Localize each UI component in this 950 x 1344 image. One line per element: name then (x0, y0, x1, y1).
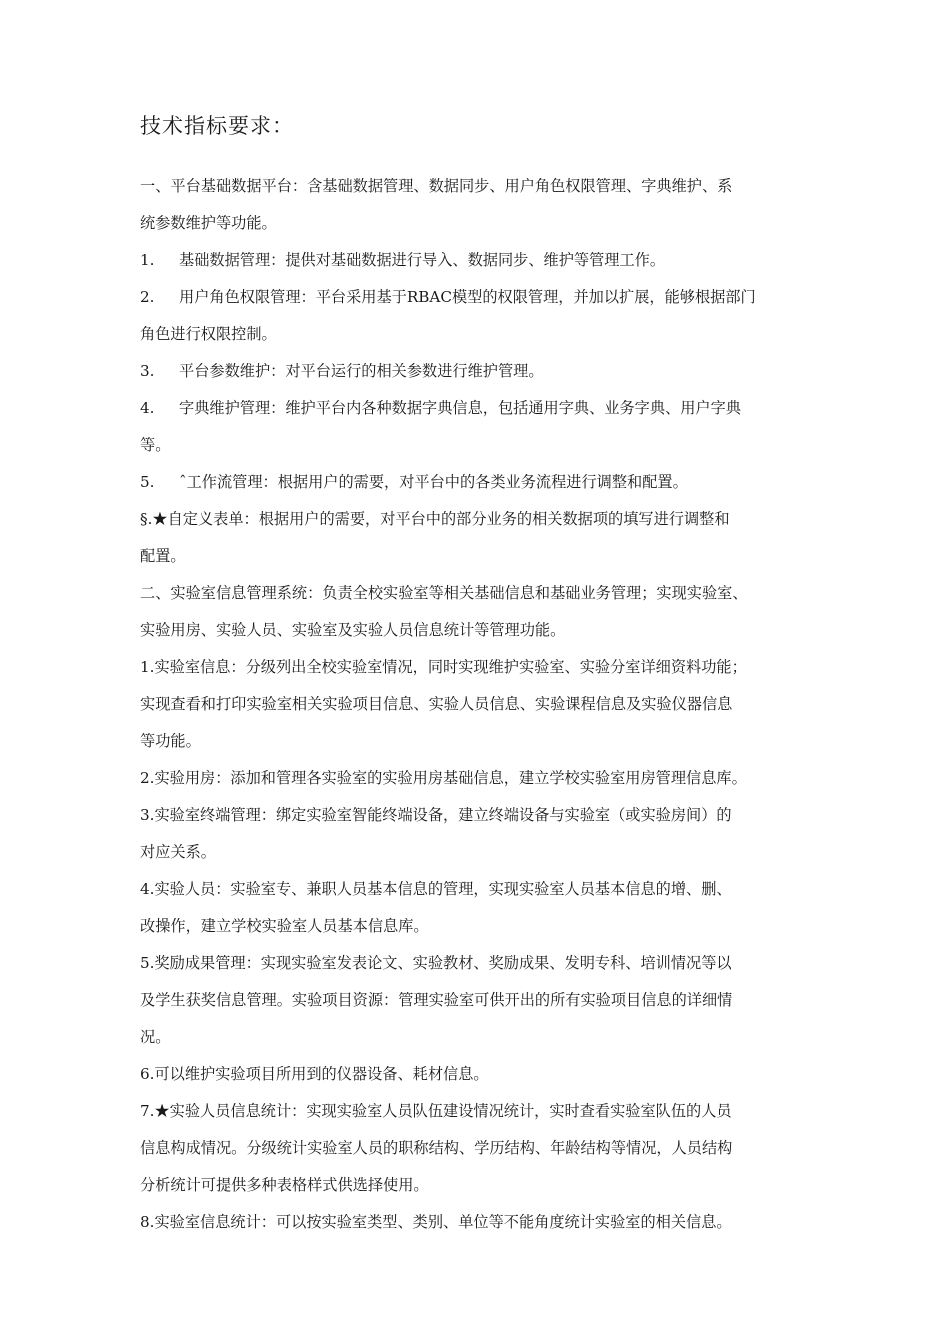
line-text: 角色进行权限控制。 (140, 325, 277, 343)
line-text: ˆ工作流管理：根据用户的需要，对平台中的各类业务流程进行调整和配置。 (179, 473, 688, 491)
text-line (140, 431, 830, 468)
text-line (140, 320, 830, 357)
text-line (140, 172, 830, 209)
text-line (140, 357, 830, 394)
text-line (140, 764, 830, 801)
text-line (140, 1097, 830, 1134)
list-number: 5. (140, 473, 155, 491)
text-line (140, 875, 830, 912)
line-text: 4.实验人员：实验室专、兼职人员基本信息的管理，实现实验室人员基本信息的增、删、 (140, 880, 732, 898)
text-line (140, 690, 830, 727)
line-text: 2.实验用房：添加和管理各实验室的实验用房基础信息，建立学校实验室用房管理信息库。 (140, 769, 747, 787)
text-line (140, 579, 830, 616)
line-text: 统参数维护等功能。 (140, 214, 277, 232)
line-text: 等。 (140, 436, 171, 454)
line-text: 字典维护管理：维护平台内各种数据字典信息，包括通用字典、业务字典、用户字典 (179, 399, 741, 417)
line-text: 平台参数维护：对平台运行的相关参数进行维护管理。 (179, 362, 544, 380)
text-line (140, 727, 830, 764)
page-title: 技术指标要求： (140, 114, 294, 138)
line-text: 改操作，建立学校实验室人员基本信息库。 (140, 917, 429, 935)
line-text: 实验用房、实验人员、实验室及实验人员信息统计等管理功能。 (140, 621, 566, 639)
line-text: 信息构成情况。分级统计实验室人员的职称结构、学历结构、年龄结构等情况，人员结构 (140, 1139, 733, 1157)
text-line (140, 1023, 830, 1060)
text-line (140, 912, 830, 949)
text-line (140, 949, 830, 986)
line-text: 6.可以维护实验项目所用到的仪器设备、耗材信息。 (140, 1065, 489, 1083)
line-text: 7.★实验人员信息统计：实现实验室人员队伍建设情况统计，实时查看实验室队伍的人员 (140, 1102, 732, 1120)
line-text: 配置。 (140, 547, 186, 565)
text-line (140, 616, 830, 653)
text-line (140, 542, 830, 579)
document-body (140, 172, 830, 1245)
line-text: 分析统计可提供多种表格样式供选择使用。 (140, 1176, 429, 1194)
line-text: 用户角色权限管理：平台采用基于RBAC模型的权限管理，并加以扩展，能够根据部门 (179, 288, 756, 306)
text-line (140, 653, 830, 690)
list-number: 3. (140, 362, 155, 380)
text-line (140, 246, 830, 283)
text-line (140, 468, 830, 505)
line-text: 1.实验室信息：分级列出全校实验室情况，同时实现维护实验室、实验分室详细资料功能； (140, 658, 747, 676)
line-text: 3.实验室终端管理：绑定实验室智能终端设备，建立终端设备与实验室（或实验房间）的 (140, 806, 732, 824)
text-line (140, 838, 830, 875)
line-text: 8.实验室信息统计：可以按实验室类型、类别、单位等不能角度统计实验室的相关信息。 (140, 1213, 732, 1231)
line-text: 二、实验室信息管理系统：负责全校实验室等相关基础信息和基础业务管理；实现实验室、 (140, 584, 748, 602)
text-line (140, 1171, 830, 1208)
line-text: 况。 (140, 1028, 171, 1046)
text-line (140, 1134, 830, 1171)
line-text: 实现查看和打印实验室相关实验项目信息、实验人员信息、实验课程信息及实验仪器信息 (140, 695, 733, 713)
text-line (140, 1208, 830, 1245)
line-text: 一、平台基础数据平台：含基础数据管理、数据同步、用户角色权限管理、字典维护、系 (140, 177, 733, 195)
line-text: 及学生获奖信息管理。实验项目资源：管理实验室可供开出的所有实验项目信息的详细情 (140, 991, 733, 1009)
text-line (140, 283, 830, 320)
text-line (140, 209, 830, 246)
line-text: 5.奖励成果管理：实现实验室发表论文、实验教材、奖励成果、发明专科、培训情况等以 (140, 954, 732, 972)
text-line (140, 801, 830, 838)
text-line (140, 1060, 830, 1097)
text-line (140, 986, 830, 1023)
list-number: 1. (140, 251, 155, 269)
text-line (140, 505, 830, 542)
list-number: 2. (140, 288, 155, 306)
line-text: §.★自定义表单：根据用户的需要，对平台中的部分业务的相关数据项的填写进行调整和 (140, 510, 730, 528)
line-text: 对应关系。 (140, 843, 216, 861)
line-text: 等功能。 (140, 732, 201, 750)
list-number: 4. (140, 399, 155, 417)
line-text: 基础数据管理：提供对基础数据进行导入、数据同步、维护等管理工作。 (179, 251, 665, 269)
text-line (140, 394, 830, 431)
